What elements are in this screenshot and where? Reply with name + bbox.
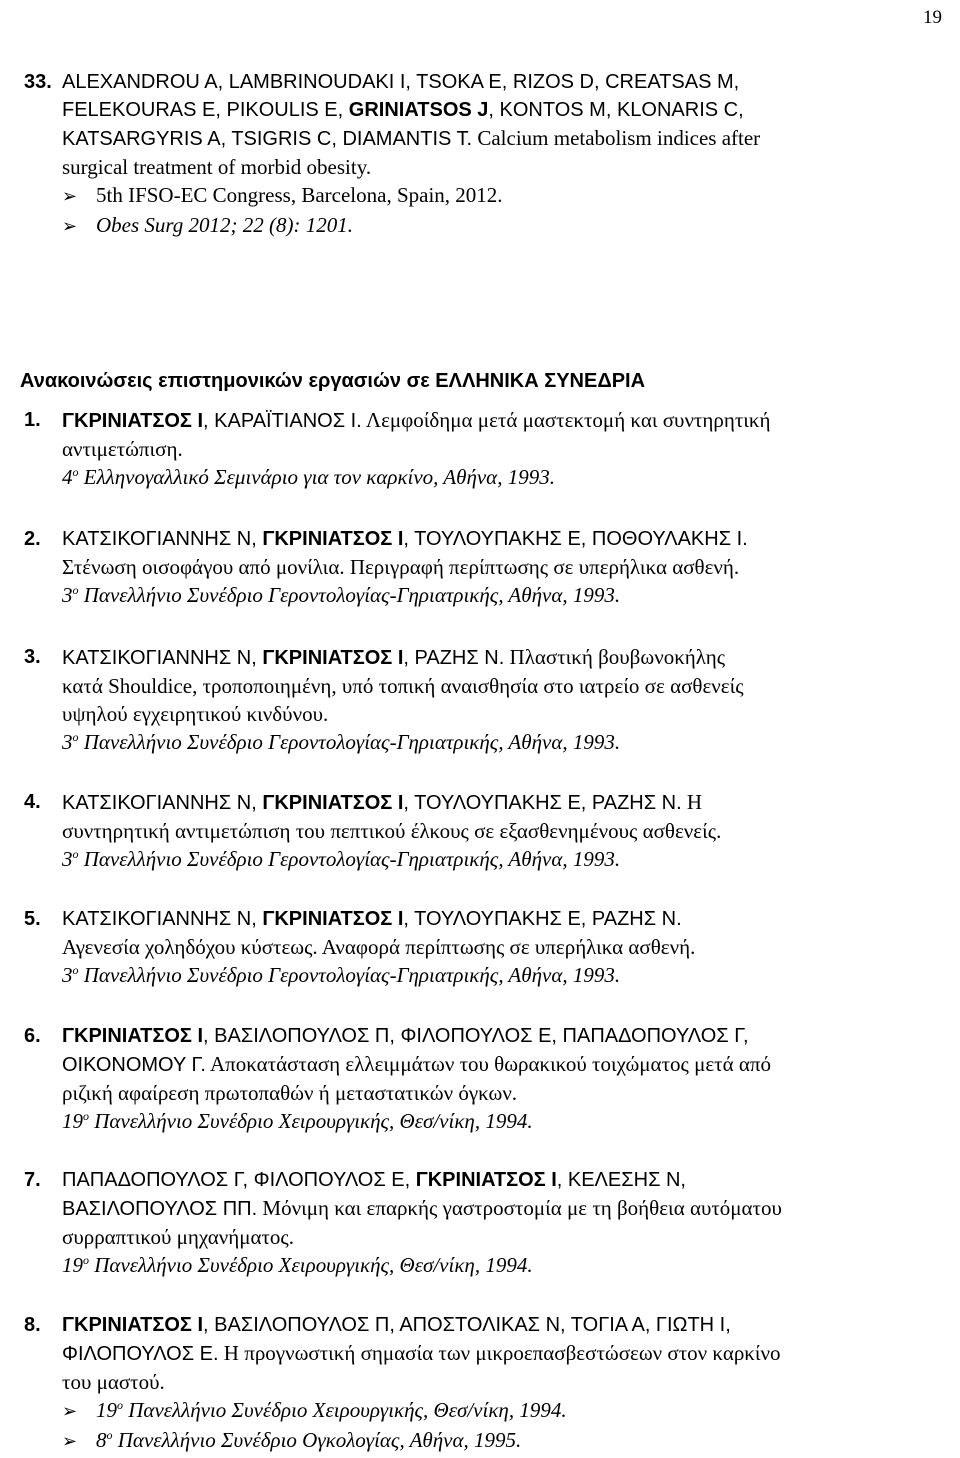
authors-text: , ΚΑΡΑΪΤΙΑΝΟΣ Ι. (203, 410, 362, 432)
authors-line (62, 525, 948, 553)
ordinal-superscript: ο (83, 1109, 89, 1123)
venue-line (62, 728, 948, 756)
title-text: Λεμφοίδημα μετά μαστεκτομή και συντηρητική (361, 408, 771, 432)
authors-line (62, 905, 948, 933)
title-text: Μόνιμη και επαρκής γαστροστομία με τη βοήθεια αυτόματου (257, 1196, 782, 1220)
authors-line (62, 643, 948, 672)
venue-ordinal: 8 (96, 1428, 107, 1452)
authors-text: ΟΙΚΟΝΟΜΟΥ Γ. (62, 1054, 206, 1076)
section-heading: Ανακοινώσεις επιστημονικών εργασιών σε ΕΛΛΗΝΙΚΑ ΣΥΝΕΔΡΙΑ (20, 370, 646, 392)
highlighted-author: ΓΚΡΙΝΙΑΤΣΟΣ Ι (262, 792, 404, 814)
authors-text: , ΒΑΣΙΛΟΠΟΥΛΟΣ Π, ΑΠΟΣΤΟΛΙΚΑΣ Ν, ΤΟΓΙΑ Α, ΓΙΩΤΗ Ι, (203, 1314, 731, 1336)
reference-entry-7 (24, 1166, 948, 1279)
ordinal-superscript: ο (72, 847, 79, 861)
title-line: υψηλού εγχειρητικού κινδύνου. (62, 702, 329, 726)
venue-ordinal: 19 (96, 1398, 117, 1422)
authors-text: ΚΑΤΣΙΚΟΓΙΑΝΝΗΣ Ν, (62, 792, 263, 814)
title-line: συντηρητική αντιμετώπιση του πεπτικού έλκους σε εξασθενημένους ασθενείς. (62, 819, 722, 843)
venue-line (62, 581, 948, 609)
authors-text: ΒΑΣΙΛΟΠΟΥΛΟΣ ΠΠ. (62, 1198, 258, 1220)
highlighted-author: ΓΚΡΙΝΙΑΤΣΟΣ Ι (62, 1314, 204, 1336)
venue-line (62, 463, 948, 491)
authors-line-1: ALEXANDROU A, LAMBRINOUDAKI I, TSOKA E, RIZOS D, CREATSAS M, (62, 71, 740, 93)
venue-text: Πανελλήνιο Συνέδριο Γεροντολογίας-Γηριατρικής, Αθήνα, 1993. (78, 847, 621, 871)
authors-line (62, 788, 948, 817)
title-text: Η (681, 790, 703, 814)
title-line: surgical treatment of morbid obesity. (62, 155, 372, 179)
reference-entry-2 (24, 525, 948, 609)
arrow-bullet-icon: ➢ (62, 1401, 78, 1422)
authors-text: , ΤΟΥΛΟΥΠΑΚΗΣ Ε, ΠΟΘΟΥΛΑΚΗΣ Ι. (403, 528, 748, 550)
venue-text: Πανελλήνιο Συνέδριο Γεροντολογίας-Γηριατρικής, Αθήνα, 1993. (78, 583, 621, 607)
venue-line (62, 1251, 948, 1279)
venue-text: Πανελλήνιο Συνέδριο Γεροντολογίας-Γηριατρικής, Αθήνα, 1993. (78, 963, 621, 987)
highlighted-author: ΓΚΡΙΝΙΑΤΣΟΣ Ι (262, 528, 404, 550)
arrow-bullet-icon: ➢ (62, 1431, 78, 1452)
reference-entry-1 (24, 406, 948, 491)
ordinal-superscript: ο (83, 1253, 89, 1267)
authors-line-3 (62, 124, 948, 153)
highlighted-author: ΓΚΡΙΝΙΑΤΣΟΣ Ι (62, 1025, 204, 1047)
authors-text: , ΤΟΥΛΟΥΠΑΚΗΣ Ε, ΡΑΖΗΣ Ν. (403, 792, 682, 814)
reference-entry-3 (24, 643, 948, 756)
title-text: Calcium metabolism indices after (472, 126, 761, 150)
title-text: Πλαστική βουβωνοκήλης (504, 645, 726, 669)
entry-number: 1. (24, 409, 41, 431)
entry-body (62, 643, 948, 756)
ordinal-superscript: ο (72, 963, 79, 977)
venue-line (62, 845, 948, 873)
entry-body (62, 1166, 948, 1279)
reference-entry-5 (24, 905, 948, 989)
venue-ordinal: 3 (62, 963, 73, 987)
venue-text: Ελληνογαλλικό Σεμινάριο για τον καρκίνο, Αθήνα, 1993. (78, 465, 555, 489)
title-line: ριζική αφαίρεση πρωτοπαθών ή μεταστατικών όγκων. (62, 1081, 518, 1105)
page-number: 19 (923, 7, 942, 28)
venue-bullet-2 (62, 1426, 948, 1456)
ordinal-superscript: ο (72, 583, 79, 597)
ordinal-superscript: ο (117, 1398, 123, 1412)
venue-text: Πανελλήνιο Συνέδριο Χειρουργικής, Θεσ/νίκη, 1994. (123, 1398, 567, 1422)
ordinal-superscript: ο (106, 1428, 113, 1442)
venue-text: Obes Surg 2012; 22 (8): 1201. (96, 213, 354, 237)
venue-bullet-1 (62, 181, 948, 211)
authors-line-2 (62, 96, 948, 124)
authors-text: , ΒΑΣΙΛΟΠΟΥΛΟΣ Π, ΦΙΛΟΠΟΥΛΟΣ Ε, ΠΑΠΑΔΟΠΟΥΛΟΣ Γ, (203, 1025, 749, 1047)
title-line: Στένωση οισοφάγου από μονίλια. Περιγραφή περίπτωσης σε υπερήλικα ασθενή. (62, 555, 740, 579)
venue-text: Πανελλήνιο Συνέδριο Χειρουργικής, Θεσ/νίκη, 1994. (89, 1109, 533, 1133)
authors-line-1 (62, 1311, 948, 1339)
entry-number: 7. (24, 1169, 41, 1191)
venue-line (62, 1107, 948, 1135)
venue-ordinal: 19 (62, 1109, 83, 1133)
authors-text: , ΤΟΥΛΟΥΠΑΚΗΣ Ε, ΡΑΖΗΣ Ν. (403, 908, 682, 930)
authors-line-1 (62, 1022, 948, 1050)
venue-ordinal: 3 (62, 730, 73, 754)
authors-line-1 (62, 1166, 948, 1194)
authors-line (62, 406, 948, 435)
highlighted-author: ΓΚΡΙΝΙΑΤΣΟΣ Ι (262, 908, 404, 930)
entry-number: 5. (24, 908, 41, 930)
venue-line (62, 961, 948, 989)
authors-line-2 (62, 1194, 948, 1223)
entry-number: 2. (24, 528, 41, 550)
highlighted-author: ΓΚΡΙΝΙΑΤΣΟΣ Ι (62, 410, 204, 432)
arrow-bullet-icon: ➢ (62, 186, 78, 207)
reference-entry-6 (24, 1022, 948, 1135)
title-text: Η προγνωστική σημασία των μικροεπασβεστώσεων στον καρκίνο (218, 1341, 781, 1365)
title-line: του μαστού. (62, 1370, 165, 1394)
venue-ordinal: 19 (62, 1253, 83, 1277)
entry-number: 33. (24, 71, 52, 93)
authors-text: , ΚΕΛΕΣΗΣ Ν, (556, 1169, 686, 1191)
venue-text: Πανελλήνιο Συνέδριο Ογκολογίας, Αθήνα, 1995. (112, 1428, 522, 1452)
venue-ordinal: 4 (62, 465, 73, 489)
venue-text: Πανελλήνιο Συνέδριο Χειρουργικής, Θεσ/νίκη, 1994. (89, 1253, 533, 1277)
venue-ordinal: 3 (62, 583, 73, 607)
highlighted-author: GRINIATSOS J (348, 99, 489, 121)
authors-line-2 (62, 1050, 948, 1079)
title-line: αντιμετώπιση. (62, 437, 183, 461)
entry-number: 6. (24, 1025, 41, 1047)
venue-bullet-2 (62, 211, 948, 241)
entry-number: 3. (24, 646, 41, 668)
ordinal-superscript: ο (72, 465, 79, 479)
authors-text: ΚΑΤΣΙΚΟΓΙΑΝΝΗΣ Ν, (62, 647, 263, 669)
entry-number: 4. (24, 791, 41, 813)
entry-body (62, 905, 948, 989)
title-text: Αποκατάσταση ελλειμμάτων του θωρακικού τοιχώματος μετά από (205, 1052, 771, 1076)
entry-number: 8. (24, 1314, 41, 1336)
authors-text: FELEKOURAS E, PIKOULIS E, (62, 99, 349, 121)
authors-text: ΚΑΤΣΙΚΟΓΙΑΝΝΗΣ Ν, (62, 528, 263, 550)
entry-body (62, 68, 948, 241)
entry-body (62, 1311, 948, 1456)
title-line: Αγενεσία χοληδόχου κύστεως. Αναφορά περίπτωσης σε υπερήλικα ασθενή. (62, 935, 696, 959)
reference-entry-4 (24, 788, 948, 873)
venue-ordinal: 3 (62, 847, 73, 871)
highlighted-author: ΓΚΡΙΝΙΑΤΣΟΣ Ι (415, 1169, 557, 1191)
entry-body (62, 406, 948, 491)
authors-text: , ΡΑΖΗΣ Ν. (403, 647, 505, 669)
reference-entry-33 (24, 68, 948, 241)
entry-body (62, 788, 948, 873)
entry-body (62, 525, 948, 609)
authors-text: ΚΑΤΣΙΚΟΓΙΑΝΝΗΣ Ν, (62, 908, 263, 930)
reference-entry-8 (24, 1311, 948, 1456)
authors-text: KATSARGYRIS A, TSIGRIS C, DIAMANTIS T. (62, 128, 473, 150)
venue-text: Πανελλήνιο Συνέδριο Γεροντολογίας-Γηριατρικής, Αθήνα, 1993. (78, 730, 621, 754)
ordinal-superscript: ο (72, 730, 79, 744)
authors-text: ΠΑΠΑΔΟΠΟΥΛΟΣ Γ, ΦΙΛΟΠΟΥΛΟΣ Ε, (62, 1169, 416, 1191)
authors-line-2 (62, 1339, 948, 1368)
entry-body (62, 1022, 948, 1135)
authors-text: , KONTOS M, KLONARIS C, (488, 99, 744, 121)
venue-text: 5th IFSO-EC Congress, Barcelona, Spain, 2012. (96, 183, 503, 207)
title-line: συρραπτικού μηχανήματος. (62, 1225, 294, 1249)
arrow-bullet-icon: ➢ (62, 216, 78, 237)
authors-text: ΦΙΛΟΠΟΥΛΟΣ Ε. (62, 1343, 219, 1365)
venue-bullet-1 (62, 1396, 948, 1426)
title-line: κατά Shouldice, τροποποιημένη, υπό τοπική αναισθησία στο ιατρείο σε ασθενείς (62, 674, 744, 698)
highlighted-author: ΓΚΡΙΝΙΑΤΣΟΣ Ι (262, 647, 404, 669)
